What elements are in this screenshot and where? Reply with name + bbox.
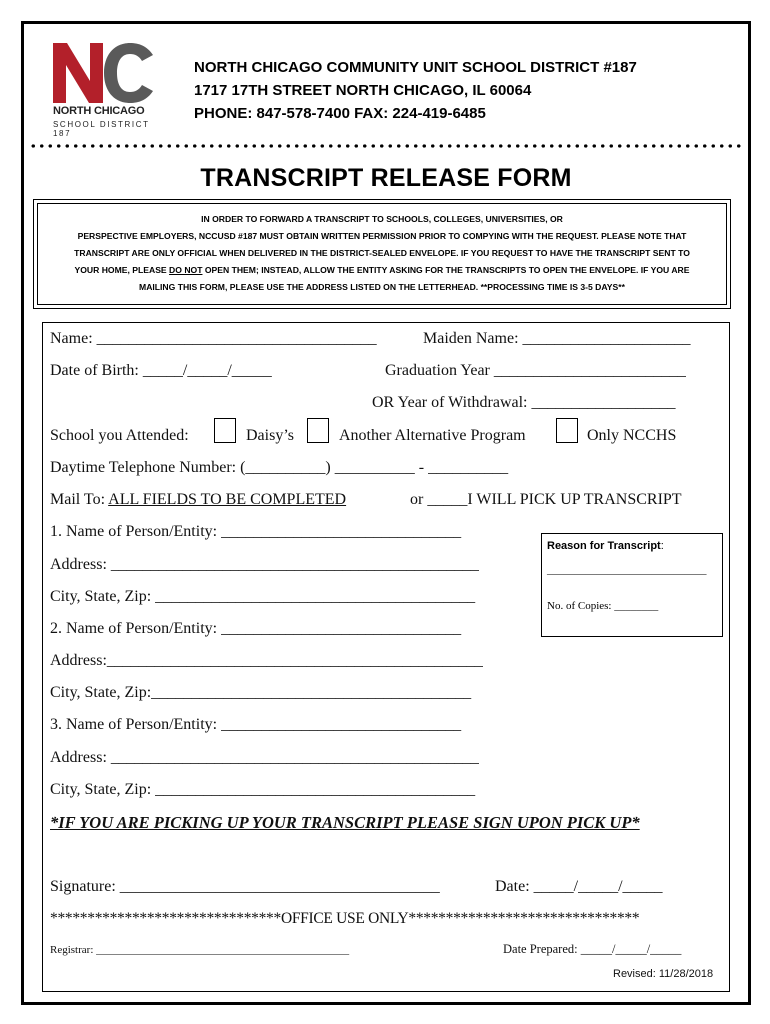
- reason-for-transcript-label: [547, 540, 664, 552]
- form-title: TRANSCRIPT RELEASE FORM: [200, 164, 572, 192]
- letterhead: [194, 56, 637, 125]
- entity-1-city-state-zip-field[interactable]: City, State, Zip: ________________________________________: [50, 588, 476, 605]
- reason-title-bold: Reason for Transcript: [547, 540, 661, 552]
- district-address: 1717 17TH STREET NORTH CHICAGO, IL 60064: [194, 82, 532, 99]
- form-fields-box: [42, 322, 730, 992]
- logo-text-north-chicago: NORTH CHICAGO: [53, 105, 145, 117]
- notice-line-4-pre: YOUR HOME, PLEASE: [74, 265, 170, 275]
- all-fields-required-note: ALL FIELDS TO BE COMPLETED: [108, 491, 347, 508]
- notice-box: [33, 199, 731, 309]
- entity-1-name-field[interactable]: 1. Name of Person/Entity: ______________________________: [50, 523, 462, 540]
- graduation-year-field[interactable]: Graduation Year ________________________: [385, 362, 686, 379]
- entity-2-address-field[interactable]: Address:_______________________________________________: [50, 652, 483, 669]
- name-field[interactable]: Name: ___________________________________: [50, 330, 377, 347]
- notice-text: [34, 211, 730, 296]
- year-of-withdrawal-field[interactable]: OR Year of Withdrawal: __________________: [372, 394, 676, 411]
- district-logo: [53, 43, 157, 138]
- daisys-checkbox[interactable]: [214, 418, 236, 443]
- district-name: NORTH CHICAGO COMMUNITY UNIT SCHOOL DISTRICT #187: [194, 59, 637, 76]
- notice-do-not-emphasis: DO NOT: [169, 265, 203, 275]
- entity-1-address-field[interactable]: Address: ______________________________________________: [50, 556, 479, 573]
- notice-line-4-post: OPEN THEM; INSTEAD, ALLOW THE ENTITY ASKING FOR THE TRANSCRIPTS TO OPEN THE ENVELOPE. IF YOU ARE: [202, 265, 690, 275]
- entity-3-city-state-zip-field[interactable]: City, State, Zip: ________________________________________: [50, 781, 476, 798]
- nc-logo-mark: [53, 43, 157, 105]
- school-attended-label: School you Attended:: [50, 427, 189, 444]
- date-prepared-field[interactable]: Date Prepared: _____/_____/_____: [503, 942, 682, 956]
- dotted-divider: [29, 144, 743, 148]
- notice-line-5: MAILING THIS FORM, PLEASE USE THE ADDRESS LISTED ON THE LETTERHEAD. **PROCESSING TIME IS 3-5 DAYS**: [139, 282, 625, 292]
- notice-line-4: [34, 262, 730, 279]
- notice-line-1: IN ORDER TO FORWARD A TRANSCRIPT TO SCHOOLS, COLLEGES, UNIVERSITIES, OR: [201, 214, 563, 224]
- mail-to-label: Mail To:: [50, 491, 109, 508]
- notice-line-2: PERSPECTIVE EMPLOYERS, NCCUSD #187 MUST OBTAIN WRITTEN PERMISSION PRIOR TO COMPYING WITH THE REQUEST. PLEASE NOTE THAT: [77, 231, 687, 241]
- pickup-transcript-option[interactable]: or _____I WILL PICK UP TRANSCRIPT: [410, 491, 682, 508]
- registrar-field[interactable]: Registrar: ______________________________________________: [50, 944, 350, 956]
- signature-field[interactable]: Signature: ________________________________________: [50, 878, 440, 895]
- entity-3-name-field[interactable]: 3. Name of Person/Entity: ______________________________: [50, 716, 462, 733]
- entity-2-city-state-zip-field[interactable]: City, State, Zip:________________________________________: [50, 684, 472, 701]
- office-use-only-banner: *******************************OFFICE USE ONLY*******************************: [50, 910, 640, 927]
- daisys-option-label: Daisy’s: [246, 427, 294, 444]
- daytime-phone-field[interactable]: Daytime Telephone Number: (__________) __________ - __________: [50, 459, 509, 476]
- ncchs-option-label: Only NCCHS: [587, 427, 677, 444]
- pickup-signature-note: *IF YOU ARE PICKING UP YOUR TRANSCRIPT PLEASE SIGN UPON PICK UP*: [50, 813, 640, 832]
- entity-2-name-field[interactable]: 2. Name of Person/Entity: ______________________________: [50, 620, 462, 637]
- reason-for-transcript-field[interactable]: _____________________________: [547, 564, 707, 576]
- district-phone-fax: PHONE: 847-578-7400 FAX: 224-419-6485: [194, 105, 486, 122]
- entity-3-address-field[interactable]: Address: ______________________________________________: [50, 749, 479, 766]
- transcript-release-form-page: [21, 21, 751, 1005]
- number-of-copies-field[interactable]: No. of Copies: ________: [547, 600, 659, 612]
- revision-date: Revised: 11/28/2018: [613, 968, 714, 980]
- reason-title-colon: :: [660, 540, 664, 552]
- alternative-program-checkbox[interactable]: [307, 418, 329, 443]
- logo-text-school-district: SCHOOL DISTRICT 187: [53, 120, 150, 138]
- date-of-birth-field[interactable]: Date of Birth: _____/_____/_____: [50, 362, 272, 379]
- signature-date-field[interactable]: Date: _____/_____/_____: [495, 878, 663, 895]
- reason-for-transcript-box: [541, 533, 723, 637]
- notice-line-3: TRANSCRIPT ARE ONLY OFFICIAL WHEN DELIVERED IN THE DISTRICT-SEALED ENVELOPE. IF YOU REQUEST TO HAVE THE TRANSCRIPT SENT TO: [74, 248, 690, 258]
- alternative-program-option-label: Another Alternative Program: [339, 427, 526, 444]
- mail-to-row: [50, 491, 346, 509]
- ncchs-checkbox[interactable]: [556, 418, 578, 443]
- maiden-name-field[interactable]: Maiden Name: _____________________: [423, 330, 691, 347]
